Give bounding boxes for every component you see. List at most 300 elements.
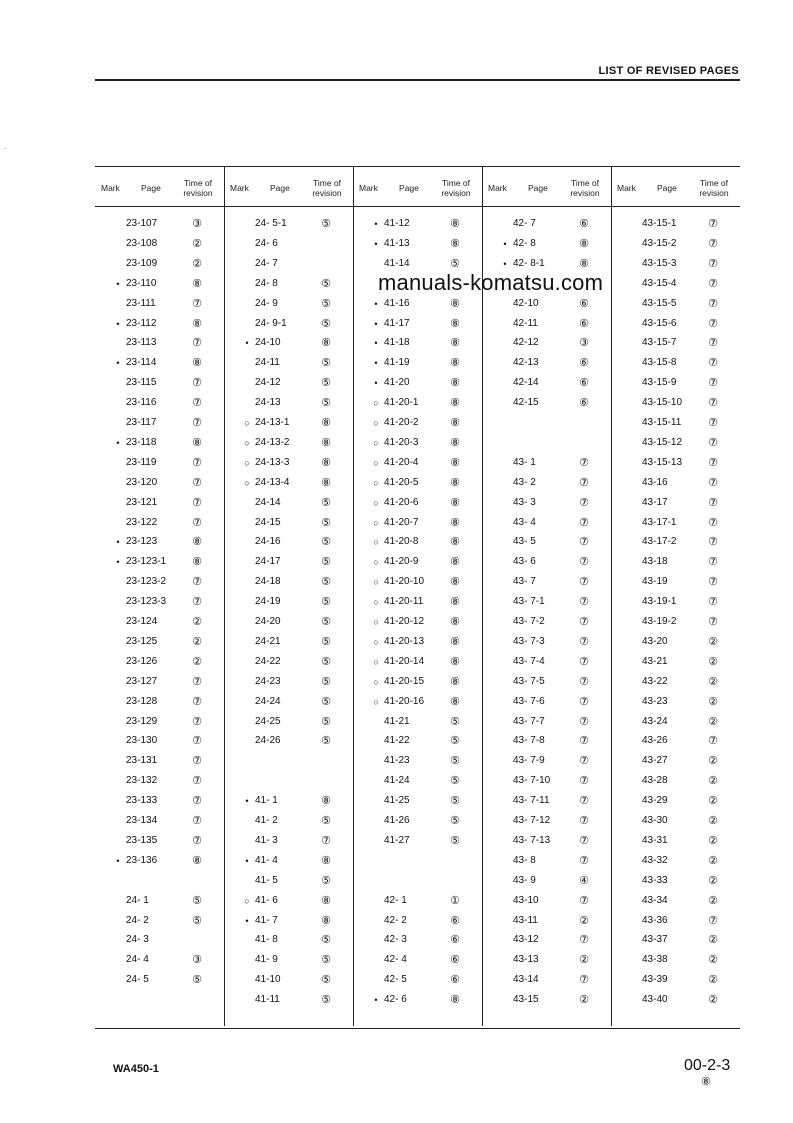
row-page: 41-20-4 xyxy=(384,456,419,468)
header-revision-line1: Time of xyxy=(699,178,729,188)
row-revision: ③ xyxy=(579,337,589,350)
row-revision: ⑤ xyxy=(321,357,331,370)
header-page: Page xyxy=(657,183,677,193)
row-page: 43-26 xyxy=(642,735,668,747)
row-revision: ⑤ xyxy=(321,815,331,827)
row-page: 41-20 xyxy=(384,377,410,389)
row-revision: ⑥ xyxy=(450,974,460,987)
row-page: 41-20-14 xyxy=(384,655,425,667)
row-page: 41-17 xyxy=(384,317,410,329)
row-page: 23-114 xyxy=(126,357,157,369)
row-page: 23-128 xyxy=(126,695,158,707)
row-page: 41- 2 xyxy=(255,815,278,826)
row-revision: ⑧ xyxy=(450,476,460,489)
column-header xyxy=(353,167,482,206)
row-page: 41- 8 xyxy=(255,934,278,946)
row-page: 43-36 xyxy=(642,914,668,926)
row-page: 41-20-12 xyxy=(384,616,425,627)
row-revision: ⑦ xyxy=(708,417,718,429)
row-page: 43-15 xyxy=(513,994,539,1006)
row-mark: • xyxy=(116,557,120,568)
row-revision: ⑧ xyxy=(192,536,202,549)
row-page: 43-17 xyxy=(642,496,668,508)
row-page: 24-25 xyxy=(255,715,281,727)
row-revision: ⑧ xyxy=(450,536,460,549)
row-page: 43- 7-6 xyxy=(513,695,545,707)
row-revision: ⑧ xyxy=(321,914,331,927)
row-page: 43-15-10 xyxy=(642,397,683,409)
row-mark: ○ xyxy=(244,457,250,468)
row-page: 24-11 xyxy=(255,357,280,369)
row-page: 41-24 xyxy=(384,775,410,787)
row-page: 41-25 xyxy=(384,795,410,807)
row-page: 43- 5 xyxy=(513,536,536,548)
row-revision: ⑧ xyxy=(321,476,331,489)
row-page: 41-23 xyxy=(384,755,410,767)
row-page: 24-24 xyxy=(255,695,281,707)
row-mark: • xyxy=(374,378,378,389)
row-revision: ⑦ xyxy=(708,536,718,549)
row-page: 24-16 xyxy=(255,536,281,548)
row-page: 23-117 xyxy=(126,417,157,428)
row-revision: ② xyxy=(579,914,589,927)
row-page: 43-15-3 xyxy=(642,257,677,269)
row-page: 43- 1 xyxy=(513,456,536,468)
row-revision: ⑦ xyxy=(708,576,718,589)
row-page: 23-111 xyxy=(126,297,156,309)
row-revision: ⑥ xyxy=(579,317,589,330)
row-revision: ⑦ xyxy=(192,735,202,748)
row-mark: ○ xyxy=(373,617,379,627)
row-page: 24-13-3 xyxy=(255,456,290,468)
row-revision: ⑧ xyxy=(450,994,460,1007)
row-revision: ⑦ xyxy=(579,695,589,708)
row-page: 24- 2 xyxy=(126,914,149,926)
row-mark: ○ xyxy=(373,477,379,488)
row-revision: ⑥ xyxy=(579,297,589,310)
row-page: 43-17-1 xyxy=(642,516,677,528)
row-revision: ② xyxy=(192,237,202,250)
row-page: 43- 8 xyxy=(513,854,536,866)
row-page: 41-18 xyxy=(384,337,410,349)
row-page: 41-20-16 xyxy=(384,695,425,707)
header-revision xyxy=(564,178,606,198)
row-revision: ⑧ xyxy=(450,616,460,628)
page-title: LIST OF REVISED PAGES xyxy=(598,65,739,77)
row-mark: ○ xyxy=(373,537,379,548)
row-page: 43-39 xyxy=(642,974,668,986)
row-revision: ⑤ xyxy=(321,874,331,887)
row-revision: ⑥ xyxy=(579,397,589,410)
row-revision: ⑦ xyxy=(708,436,718,449)
row-revision: ⑦ xyxy=(579,715,589,728)
row-page: 43-12 xyxy=(513,934,539,946)
row-page: 23-115 xyxy=(126,377,157,389)
row-revision: ⑧ xyxy=(579,257,589,270)
row-revision: ② xyxy=(708,854,718,867)
row-revision: ⑤ xyxy=(321,516,331,529)
row-page: 24- 3 xyxy=(126,934,149,946)
row-page: 24-21 xyxy=(255,635,281,647)
row-revision: ⑧ xyxy=(192,854,202,867)
row-mark: • xyxy=(245,855,249,866)
row-revision: ⑦ xyxy=(708,516,718,529)
row-mark: ○ xyxy=(373,457,379,468)
row-revision: ④ xyxy=(579,874,589,887)
row-revision: ⑧ xyxy=(450,456,460,469)
row-revision: ⑤ xyxy=(321,277,331,290)
row-revision: ⑤ xyxy=(321,576,331,589)
row-revision: ⑦ xyxy=(708,476,718,489)
footer-revision-mark: ⑧ xyxy=(701,1076,711,1088)
row-revision: ⑦ xyxy=(579,596,589,609)
row-page: 41-21 xyxy=(384,715,410,727)
row-mark: ○ xyxy=(373,597,379,608)
row-revision: ⑦ xyxy=(579,675,589,688)
row-page: 23-123-2 xyxy=(126,576,167,588)
row-mark: • xyxy=(245,915,249,926)
row-page: 23-108 xyxy=(126,237,158,249)
row-page: 24- 7 xyxy=(255,257,278,269)
row-page: 23-112 xyxy=(126,317,157,329)
row-revision: ⑤ xyxy=(192,974,202,987)
row-page: 41-19 xyxy=(384,357,410,369)
row-page: 43-17-2 xyxy=(642,536,677,548)
row-mark: ○ xyxy=(373,577,379,588)
row-revision: ⑦ xyxy=(579,974,589,987)
row-revision: ⑧ xyxy=(450,417,460,429)
row-page: 23-125 xyxy=(126,635,158,647)
row-page: 41-20-2 xyxy=(384,417,419,428)
row-page: 23-134 xyxy=(126,815,158,826)
row-page: 23-124 xyxy=(126,616,158,627)
row-page: 43-14 xyxy=(513,974,539,986)
row-mark: ○ xyxy=(373,557,379,568)
row-revision: ⑦ xyxy=(708,596,718,609)
row-page: 43-15-1 xyxy=(642,218,677,229)
row-page: 41-26 xyxy=(384,815,410,826)
row-page: 23-122 xyxy=(126,516,158,528)
row-revision: ② xyxy=(579,954,589,967)
row-page: 23-120 xyxy=(126,476,158,488)
row-page: 23-136 xyxy=(126,854,158,866)
row-revision: ⑧ xyxy=(192,357,202,370)
row-revision: ⑦ xyxy=(192,297,202,310)
row-revision: ⑧ xyxy=(450,496,460,509)
row-revision: ⑦ xyxy=(708,317,718,330)
row-revision: ② xyxy=(192,257,202,270)
row-revision: ⑤ xyxy=(321,695,331,708)
row-page: 41-20-7 xyxy=(384,516,419,528)
row-page: 43-15-5 xyxy=(642,297,677,309)
row-revision: ⑤ xyxy=(321,377,331,390)
row-page: 23-121 xyxy=(126,496,158,508)
row-page: 24-14 xyxy=(255,496,281,508)
row-revision: ② xyxy=(708,675,718,688)
row-revision: ⑤ xyxy=(321,596,331,609)
row-revision: ⑦ xyxy=(708,337,718,350)
row-revision: ⑦ xyxy=(579,894,589,907)
row-mark: • xyxy=(374,318,378,329)
row-page: 43-19-2 xyxy=(642,616,677,627)
row-revision: ⑤ xyxy=(450,815,460,827)
row-revision: ⑧ xyxy=(321,436,331,449)
row-page: 41-16 xyxy=(384,297,410,309)
row-mark: • xyxy=(245,338,249,349)
row-revision: ⑧ xyxy=(450,655,460,668)
row-page: 43-21 xyxy=(642,655,668,667)
row-page: 42- 3 xyxy=(384,934,407,946)
row-revision: ⑦ xyxy=(579,536,589,549)
row-revision: ⑥ xyxy=(579,218,589,230)
row-page: 24-20 xyxy=(255,616,281,627)
row-revision: ⑤ xyxy=(450,755,460,768)
row-page: 41-10 xyxy=(255,974,281,986)
row-mark: ○ xyxy=(373,676,379,687)
row-page: 24- 9-1 xyxy=(255,317,287,329)
header-divider xyxy=(95,206,740,207)
row-revision: ⑦ xyxy=(192,417,202,429)
row-revision: ⑦ xyxy=(579,616,589,628)
row-page: 23-123-3 xyxy=(126,596,167,608)
row-mark: ○ xyxy=(373,497,379,508)
row-page: 43-15-9 xyxy=(642,377,677,389)
column-header xyxy=(224,167,353,206)
row-revision: ⑦ xyxy=(579,755,589,768)
row-page: 43-23 xyxy=(642,695,668,707)
row-page: 24-18 xyxy=(255,576,281,588)
header-revision xyxy=(306,178,348,198)
row-page: 24- 6 xyxy=(255,237,278,249)
header-page: Page xyxy=(528,183,548,193)
row-page: 42-11 xyxy=(513,317,538,329)
row-revision: ⑧ xyxy=(450,397,460,410)
header-page: Page xyxy=(270,183,290,193)
row-page: 24-12 xyxy=(255,377,281,389)
header-revision-line1: Time of xyxy=(570,178,600,188)
row-revision: ⑧ xyxy=(192,556,202,569)
row-page: 43-15-4 xyxy=(642,277,677,289)
row-page: 43-40 xyxy=(642,994,668,1006)
row-page: 42- 5 xyxy=(384,974,407,986)
row-page: 42-12 xyxy=(513,337,539,349)
row-page: 23-127 xyxy=(126,675,158,687)
row-revision: ⑦ xyxy=(579,516,589,529)
row-page: 42-14 xyxy=(513,377,539,389)
row-page: 43-32 xyxy=(642,854,668,866)
row-page: 43-15-13 xyxy=(642,456,683,468)
row-revision: ② xyxy=(192,655,202,668)
row-mark: • xyxy=(116,358,120,369)
row-page: 41-22 xyxy=(384,735,410,747)
row-revision: ⑦ xyxy=(708,397,718,410)
row-revision: ⑦ xyxy=(321,834,331,847)
row-revision: ② xyxy=(708,695,718,708)
row-revision: ⑧ xyxy=(450,556,460,569)
row-page: 43-19-1 xyxy=(642,596,677,608)
row-page: 43-31 xyxy=(642,834,668,846)
column-header xyxy=(482,167,611,206)
row-page: 43- 2 xyxy=(513,476,536,488)
row-revision: ⑦ xyxy=(708,237,718,250)
row-revision: ⑧ xyxy=(450,297,460,310)
row-revision: ⑦ xyxy=(708,456,718,469)
row-page: 43- 7-7 xyxy=(513,715,545,727)
row-page: 23-116 xyxy=(126,397,157,409)
row-page: 23-132 xyxy=(126,775,158,787)
row-page: 41-20-8 xyxy=(384,536,419,548)
column-divider xyxy=(353,167,354,1026)
row-page: 24- 5 xyxy=(126,974,149,986)
row-page: 23-113 xyxy=(126,337,157,349)
row-page: 43-16 xyxy=(642,476,668,488)
row-page: 23-123-1 xyxy=(126,556,167,568)
header-revision-line2: revision xyxy=(312,188,342,198)
row-page: 43- 7-10 xyxy=(513,775,551,787)
row-page: 43-24 xyxy=(642,715,668,727)
row-revision: ⑧ xyxy=(450,357,460,370)
row-mark: ○ xyxy=(373,437,379,448)
row-revision: ⑦ xyxy=(192,834,202,847)
row-revision: ② xyxy=(708,775,718,788)
row-revision: ⑤ xyxy=(321,675,331,688)
row-page: 43-34 xyxy=(642,894,668,906)
row-page: 24- 4 xyxy=(126,954,149,966)
row-page: 43-15-12 xyxy=(642,436,683,448)
row-revision: ⑦ xyxy=(579,576,589,589)
row-page: 24- 9 xyxy=(255,297,278,309)
row-page: 24-19 xyxy=(255,596,281,608)
row-revision: ② xyxy=(579,994,589,1007)
row-mark: • xyxy=(116,278,120,289)
row-revision: ② xyxy=(708,755,718,768)
row-page: 24- 8 xyxy=(255,277,278,289)
header-revision-line2: revision xyxy=(441,188,471,198)
row-revision: ③ xyxy=(192,954,202,967)
row-page: 43-19 xyxy=(642,576,668,588)
header-mark: Mark xyxy=(488,183,507,193)
row-page: 23-133 xyxy=(126,795,158,807)
row-page: 41- 1 xyxy=(255,795,278,807)
row-page: 43- 6 xyxy=(513,556,536,568)
row-revision: ⑤ xyxy=(321,715,331,728)
row-mark: • xyxy=(116,537,120,548)
row-mark: ○ xyxy=(244,895,250,906)
row-revision: ② xyxy=(708,874,718,887)
row-revision: ⑤ xyxy=(321,397,331,410)
row-page: 23-130 xyxy=(126,735,158,747)
row-revision: ⑧ xyxy=(321,894,331,907)
row-revision: ⑤ xyxy=(321,655,331,668)
row-page: 41-20-1 xyxy=(384,397,419,409)
row-page: 43- 7 xyxy=(513,576,536,588)
row-revision: ⑤ xyxy=(450,834,460,847)
row-page: 41-20-11 xyxy=(384,596,424,608)
row-revision: ⑤ xyxy=(321,317,331,330)
row-revision: ⑦ xyxy=(579,934,589,947)
row-page: 24-15 xyxy=(255,516,281,528)
row-page: 43- 7-13 xyxy=(513,834,551,846)
row-page: 43- 7-8 xyxy=(513,735,545,747)
row-revision: ② xyxy=(192,616,202,628)
column-divider xyxy=(611,167,612,1026)
row-revision: ⑦ xyxy=(192,596,202,609)
row-revision: ⑤ xyxy=(450,775,460,788)
row-page: 24-23 xyxy=(255,675,281,687)
row-page: 43- 7-5 xyxy=(513,675,545,687)
row-revision: ⑧ xyxy=(579,237,589,250)
row-revision: ⑤ xyxy=(321,536,331,549)
row-mark: • xyxy=(374,298,378,309)
row-mark: ○ xyxy=(373,418,379,428)
row-mark: • xyxy=(374,995,378,1006)
row-revision: ⑤ xyxy=(321,218,331,230)
row-revision: ⑦ xyxy=(192,815,202,827)
row-revision: ⑤ xyxy=(321,735,331,748)
row-mark: • xyxy=(503,258,507,269)
row-page: 41-12 xyxy=(384,218,410,229)
row-page: 42- 1 xyxy=(384,894,407,906)
row-revision: ⑥ xyxy=(450,934,460,947)
row-revision: ③ xyxy=(192,218,202,230)
row-revision: ⑤ xyxy=(321,974,331,987)
row-mark: ○ xyxy=(244,477,250,488)
row-page: 42-13 xyxy=(513,357,539,369)
row-revision: ⑦ xyxy=(192,675,202,688)
row-page: 41-20-9 xyxy=(384,556,419,568)
row-mark: • xyxy=(245,796,249,807)
row-revision: ⑤ xyxy=(450,257,460,270)
row-page: 43- 7-2 xyxy=(513,616,545,627)
row-revision: ② xyxy=(708,715,718,728)
row-page: 41-20-10 xyxy=(384,576,425,588)
column-divider xyxy=(224,167,225,1026)
row-revision: ⑦ xyxy=(192,715,202,728)
row-revision: ⑤ xyxy=(450,715,460,728)
row-revision: ⑦ xyxy=(579,456,589,469)
row-revision: ⑦ xyxy=(579,496,589,509)
row-revision: ⑧ xyxy=(450,317,460,330)
row-page: 43-30 xyxy=(642,815,668,826)
row-revision: ⑦ xyxy=(579,815,589,827)
row-page: 41-11 xyxy=(255,994,280,1006)
model-name: WA450-1 xyxy=(113,1063,159,1075)
row-revision: ⑦ xyxy=(192,695,202,708)
row-revision: ⑤ xyxy=(321,934,331,947)
row-revision: ⑧ xyxy=(450,695,460,708)
row-revision: ② xyxy=(708,815,718,827)
row-mark: ○ xyxy=(373,696,379,707)
row-revision: ⑤ xyxy=(321,616,331,628)
row-mark: • xyxy=(503,238,507,249)
row-revision: ⑥ xyxy=(450,954,460,967)
row-page: 43-15-7 xyxy=(642,337,677,349)
row-revision: ⑦ xyxy=(192,516,202,529)
row-page: 42- 6 xyxy=(384,994,407,1006)
row-revision: ⑤ xyxy=(321,496,331,509)
row-revision: ⑦ xyxy=(192,397,202,410)
row-page: 41-20-15 xyxy=(384,675,425,687)
header-page: Page xyxy=(399,183,419,193)
row-page: 41- 5 xyxy=(255,874,278,886)
row-page: 41- 4 xyxy=(255,854,278,866)
row-revision: ② xyxy=(708,635,718,648)
row-page: 24-13 xyxy=(255,397,281,409)
row-revision: ⑧ xyxy=(450,436,460,449)
row-page: 41- 3 xyxy=(255,834,278,846)
header-mark: Mark xyxy=(230,183,249,193)
row-revision: ⑦ xyxy=(708,616,718,628)
